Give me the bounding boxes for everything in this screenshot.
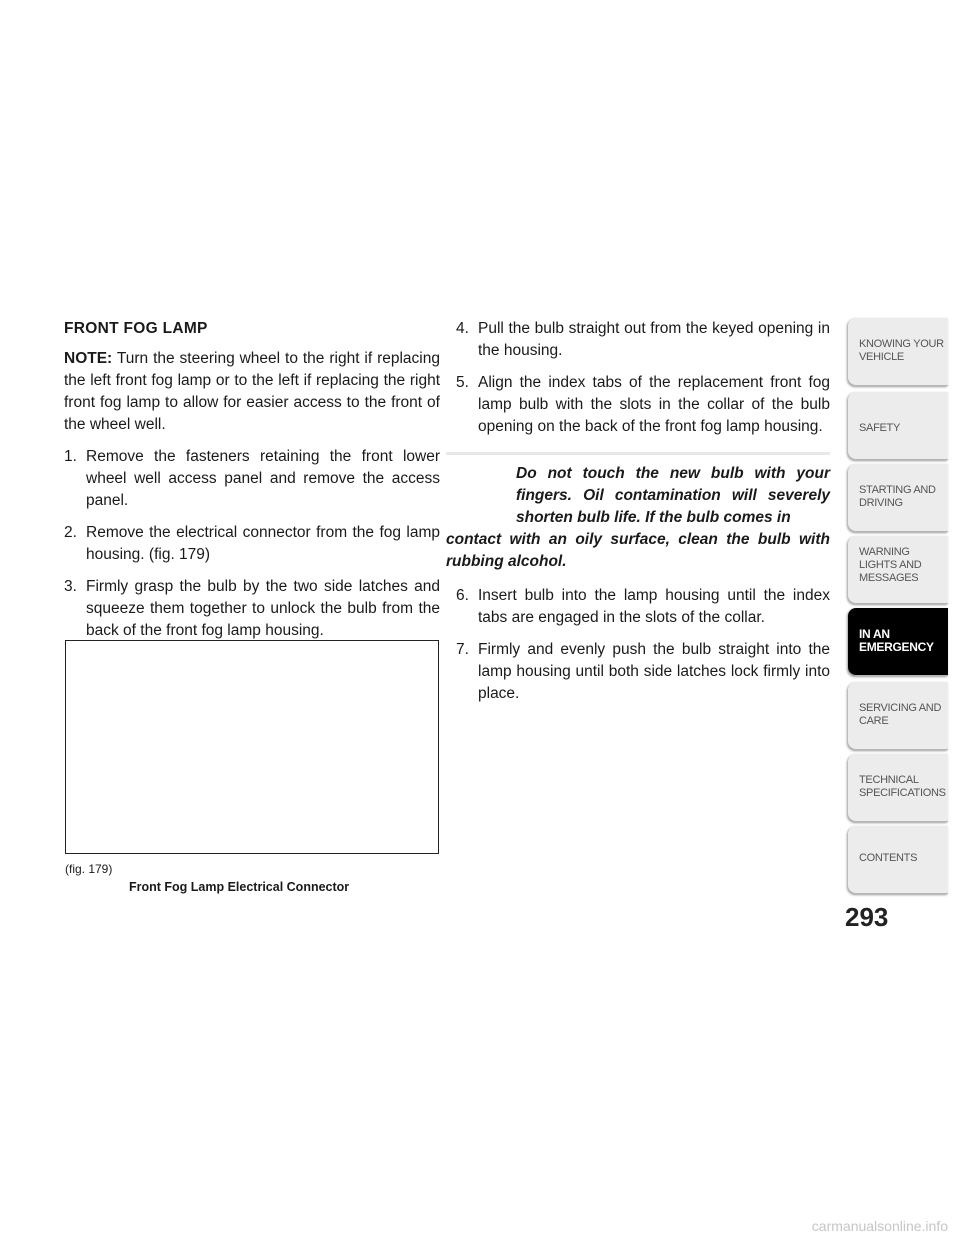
- step-text: Remove the fasteners retaining the front lower wheel well access panel and remove the access panel.: [86, 448, 440, 509]
- step-item: [456, 318, 830, 362]
- section-heading: FRONT FOG LAMP: [64, 320, 208, 337]
- left-column: [64, 318, 440, 652]
- step-item: [64, 522, 440, 566]
- step-item: [64, 576, 440, 642]
- figure-caption: Front Fog Lamp Electrical Connector: [129, 880, 350, 894]
- tab-warning-lights-and-messages[interactable]: WARNING LIGHTS AND MESSAGES: [848, 536, 948, 604]
- step-item: [64, 446, 440, 512]
- step-number: 5.: [456, 374, 469, 391]
- right-column: [446, 318, 830, 715]
- page-number: 293: [845, 902, 889, 932]
- step-number: 3.: [64, 578, 77, 595]
- step-text: Firmly grasp the bulb by the two side latches and squeeze them together to unlock the bulb from the back of the front fog lamp housing.: [86, 578, 440, 639]
- tab-in-an-emergency[interactable]: IN AN EMERGENCY: [848, 608, 948, 676]
- note-label: NOTE:: [64, 350, 113, 367]
- step-item: [456, 372, 830, 438]
- step-number: 4.: [456, 320, 469, 337]
- figure-image-placeholder: [65, 640, 439, 854]
- warning-text-indented: Do not touch the new bulb with your fingers. Oil contamination will severely shorten bulb life. If the bulb comes in: [516, 465, 830, 526]
- warning-text-full: contact with an oily surface, clean the bulb with rubbing alcohol.: [446, 531, 830, 570]
- tab-knowing-your-vehicle[interactable]: KNOWING YOUR VEHICLE: [848, 318, 948, 386]
- tab-starting-and-driving[interactable]: STARTING AND DRIVING: [848, 464, 948, 532]
- note-paragraph: [64, 348, 440, 436]
- tab-contents[interactable]: CONTENTS: [848, 826, 948, 894]
- tab-technical-specifications[interactable]: TECHNICAL SPECIFICATIONS: [848, 754, 948, 822]
- step-text: Insert bulb into the lamp housing until the index tabs are engaged in the slots of the collar.: [478, 587, 830, 626]
- step-number: 2.: [64, 524, 77, 541]
- step-number: 7.: [456, 641, 469, 658]
- step-text: Pull the bulb straight out from the keyed opening in the housing.: [478, 320, 830, 359]
- step-item: [456, 585, 830, 629]
- step-text: Firmly and evenly push the bulb straight into the lamp housing until both side latches lock firmly into place.: [478, 641, 830, 702]
- figure-label: (fig. 179): [65, 862, 113, 876]
- step-number: 6.: [456, 587, 469, 604]
- step-number: 1.: [64, 448, 77, 465]
- watermark: carmanualsonline.info: [811, 1218, 948, 1234]
- step-text: Align the index tabs of the replacement front fog lamp bulb with the slots in the collar of the bulb opening on the back of the front fog lamp housing.: [478, 374, 830, 435]
- tab-safety[interactable]: SAFETY: [848, 392, 948, 460]
- step-text: Remove the electrical connector from the fog lamp housing. (fig. 179): [86, 524, 440, 563]
- tab-servicing-and-care[interactable]: SERVICING AND CARE: [848, 682, 948, 750]
- note-text: Turn the steering wheel to the right if replacing the left front fog lamp or to the left if replacing the right front fog lamp to allow for easier access to the front of the wheel well.: [64, 350, 440, 433]
- step-item: [456, 639, 830, 705]
- warning-box: [446, 452, 830, 573]
